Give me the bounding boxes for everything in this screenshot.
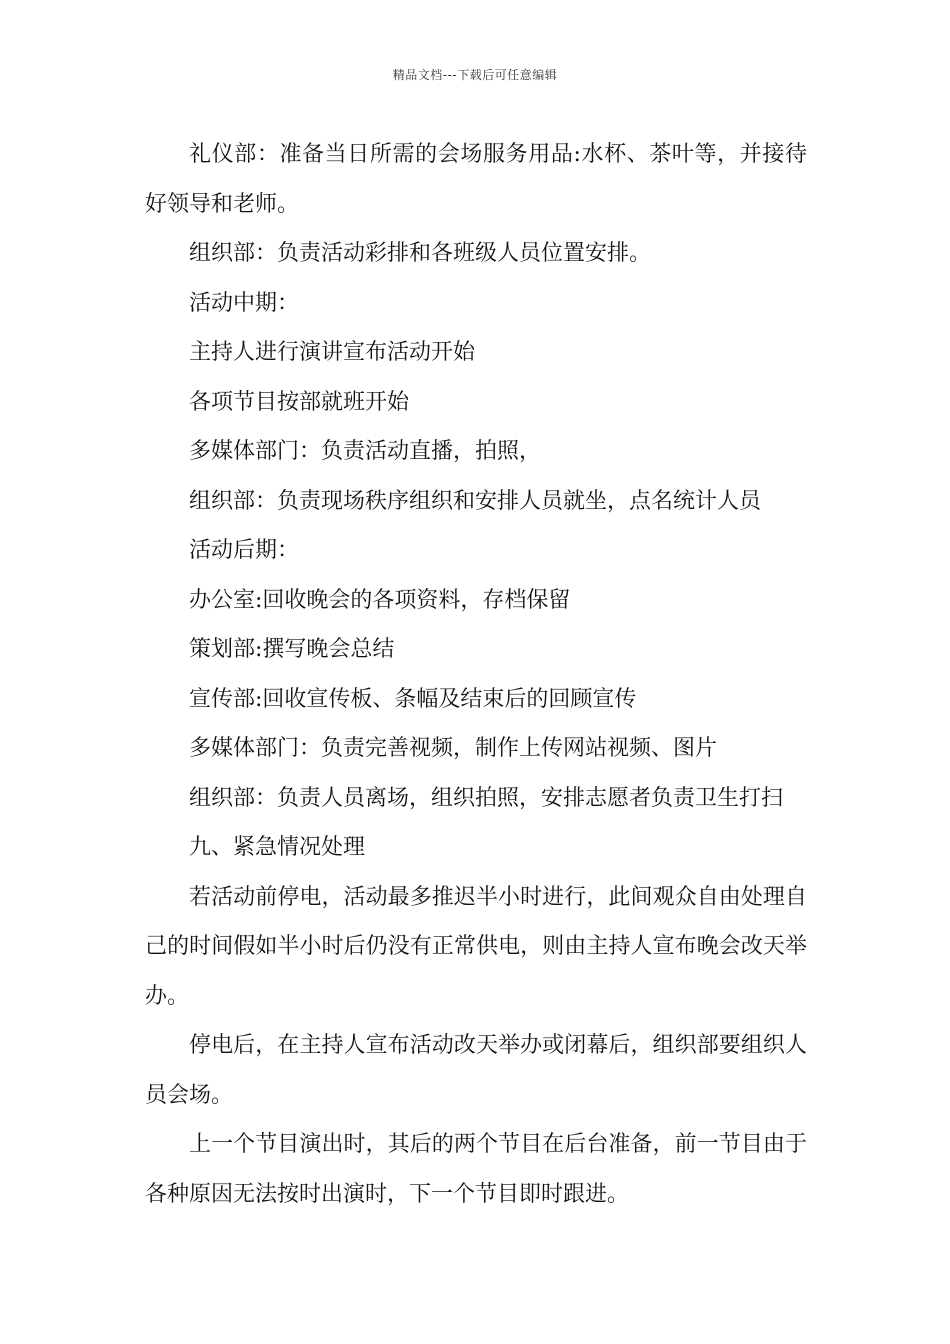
paragraph-multimedia-live: 多媒体部门：负责活动直播，拍照， bbox=[189, 439, 542, 464]
section-heading-emergency: 九、紧急情况处理 bbox=[189, 835, 366, 860]
paragraph-after-outage: 停电后，在主持人宣布活动改天举办或闭幕后，组织部要组织人员会场。 bbox=[145, 1033, 807, 1108]
paragraph-mid-event-heading: 活动中期： bbox=[189, 290, 300, 316]
paragraph-organization-exit: 组织部：负责人员离场，组织拍照，安排志愿者负责卫生打扫 bbox=[189, 785, 784, 811]
paragraph-multimedia-video: 多媒体部门：负责完善视频，制作上传网站视频、图片 bbox=[189, 736, 718, 761]
paragraph-organization-rehearsal: 组织部：负责活动彩排和各班级人员位置安排。 bbox=[189, 241, 652, 266]
paragraph-host-speech: 主持人进行演讲宣布活动开始 bbox=[189, 340, 476, 365]
paragraph-organization-order: 组织部：负责现场秩序组织和安排人员就坐，点名统计人员 bbox=[189, 488, 762, 514]
paragraph-programs-start: 各项节目按部就班开始 bbox=[189, 389, 410, 415]
paragraph-post-event-heading: 活动后期： bbox=[189, 538, 300, 563]
paragraph-planning: 策划部:撰写晚会总结 bbox=[189, 637, 395, 662]
paragraph-office: 办公室:回收晚会的各项资料，存档保留 bbox=[189, 587, 571, 613]
paragraph-power-outage: 若活动前停电，活动最多推迟半小时进行，此间观众自由处理自己的时间假如半小时后仍没有正常供电，则由主持人宣布晚会改天举办。 bbox=[145, 884, 807, 1009]
paragraph-etiquette-dept: 礼仪部：准备当日所需的会场服务用品:水杯、茶叶等，并接待好领导和老师。 bbox=[145, 142, 807, 217]
paragraph-program-backup: 上一个节目演出时，其后的两个节目在后台准备，前一节目由于各种原因无法按时出演时，下一个节目即时跟进。 bbox=[145, 1132, 807, 1207]
page-header: 精品文档---下载后可任意编辑 bbox=[392, 68, 558, 82]
document-body bbox=[145, 130, 807, 1219]
paragraph-publicity: 宣传部:回收宣传板、条幅及结束后的回顾宣传 bbox=[189, 686, 637, 712]
